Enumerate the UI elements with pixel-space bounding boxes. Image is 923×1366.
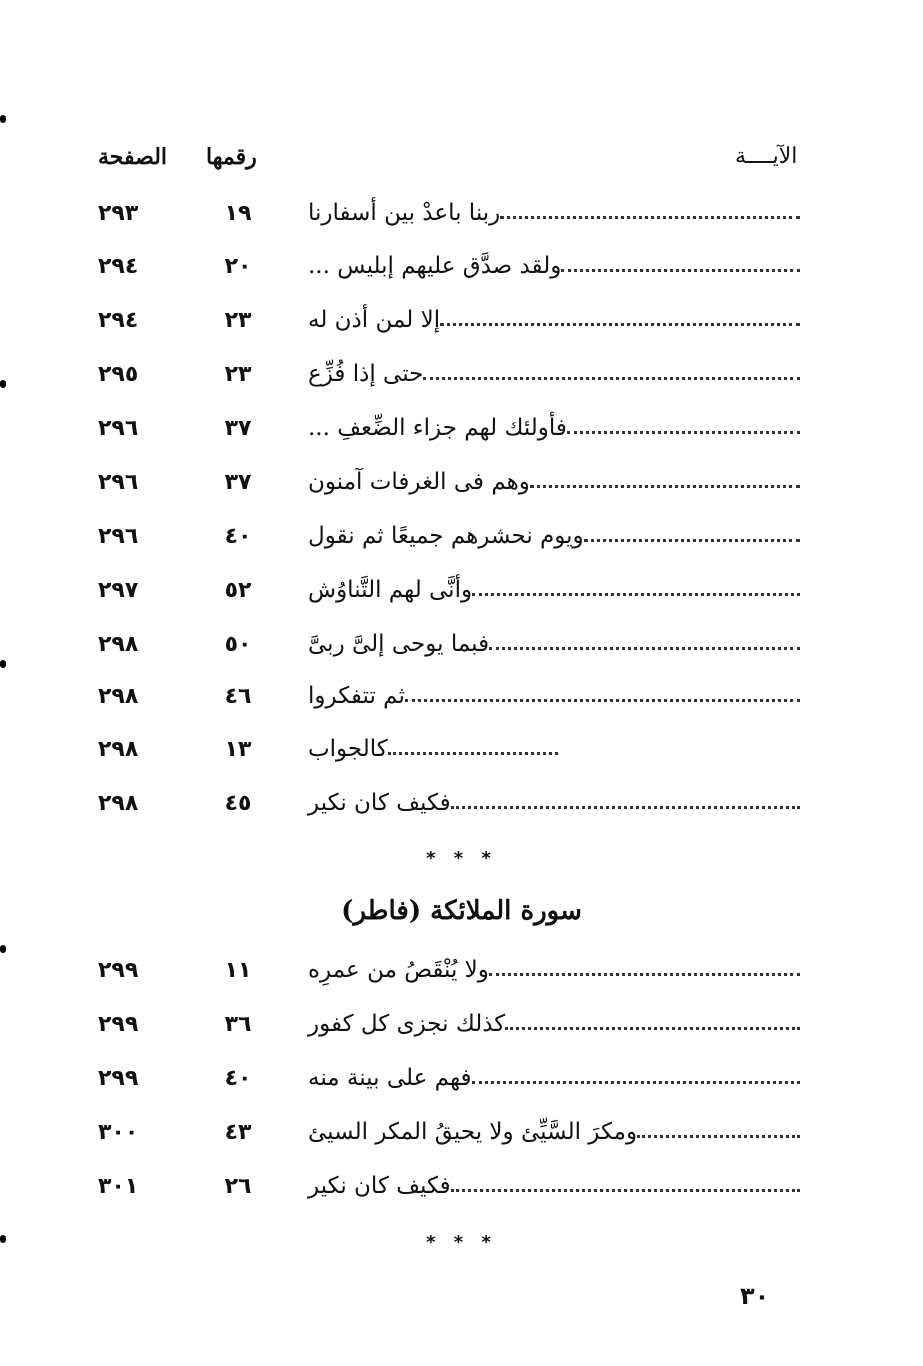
verse-cell (300, 783, 800, 823)
table-row (88, 300, 800, 340)
verse-cell (300, 676, 800, 716)
page-number: ٢٩٤ (98, 253, 139, 279)
verse-column-header: الآيــــة (735, 144, 798, 169)
verse-text: إلا لمن أذن له (308, 307, 441, 333)
table-row (88, 1058, 800, 1098)
page-number: ٢٩٥ (98, 361, 139, 387)
section-separator: * * * (426, 848, 497, 869)
verse-cell (300, 462, 800, 502)
page-number: ٣٠٠ (98, 1119, 139, 1145)
ayah-number: ١٩ (224, 200, 252, 226)
scan-mark (0, 380, 6, 388)
table-row (88, 570, 800, 610)
leader-dots (500, 216, 800, 219)
table-row (88, 1004, 800, 1044)
table-row (88, 354, 800, 394)
leader-dots (472, 593, 800, 596)
verse-text: كذلك نجزى كل كفور (308, 1011, 506, 1037)
table-row (88, 1166, 800, 1206)
verse-cell (300, 624, 800, 664)
page-number-footer: ٣٠ (740, 1282, 770, 1310)
table-row (88, 624, 800, 664)
surah-title: سورة الملائكة (فاطر) (341, 896, 582, 926)
ayah-number: ٣٦ (224, 1011, 252, 1037)
verse-text: وهم فى الغرفات آمنون (308, 469, 530, 495)
leader-dots (637, 1135, 800, 1138)
verse-cell (300, 408, 800, 448)
ayah-number-column-header: رقمها (206, 144, 257, 170)
page-number: ٢٩٨ (98, 683, 139, 709)
page-number: ٢٩٦ (98, 523, 139, 549)
table-row (88, 408, 800, 448)
scan-mark (0, 660, 6, 668)
ayah-number: ٤٥ (224, 790, 252, 816)
leader-dots (561, 269, 800, 272)
leader-dots (530, 485, 800, 488)
verse-cell (300, 1004, 800, 1044)
table-row (88, 462, 800, 502)
ayah-number: ٢٠ (224, 253, 252, 279)
page-number: ٣٠١ (98, 1173, 139, 1199)
verse-text: ولا يُنْقَصُ من عمرِه (308, 957, 489, 983)
page-number: ٢٩٧ (98, 577, 139, 603)
ayah-number: ١١ (224, 957, 252, 983)
page-number: ٢٩٤ (98, 307, 139, 333)
verse-cell (300, 1112, 800, 1152)
leader-dots (489, 647, 800, 650)
verse-text: كالجواب (308, 736, 388, 762)
page-number: ٢٩٦ (98, 415, 139, 441)
verse-cell (300, 1166, 800, 1206)
page-number: ٢٩٣ (98, 200, 139, 226)
verse-cell (300, 729, 800, 769)
page-number: ٢٩٩ (98, 1065, 139, 1091)
verse-cell (300, 300, 800, 340)
verse-text: فأولئك لهم جزاء الضِّعفِ ... (308, 415, 567, 441)
page-number: ٢٩٦ (98, 469, 139, 495)
ayah-number: ٢٣ (224, 307, 252, 333)
scan-mark (0, 115, 6, 123)
leader-dots (505, 1027, 800, 1030)
verse-cell (300, 246, 800, 286)
leader-dots (440, 323, 800, 326)
page-number: ٢٩٨ (98, 631, 139, 657)
page-column-header: الصفحة (98, 144, 168, 170)
verse-cell (300, 950, 800, 990)
ayah-number: ١٣ (224, 736, 252, 762)
leader-dots (423, 377, 800, 380)
table-row (88, 950, 800, 990)
verse-text: وأنَّى لهم التَّناوُش (308, 577, 473, 603)
verse-cell (300, 516, 800, 556)
verse-text: حتى إذا فُزِّع (308, 361, 424, 387)
leader-dots (567, 431, 800, 434)
verse-cell (300, 193, 800, 233)
page-number: ٢٩٩ (98, 1011, 139, 1037)
verse-text: فبما يوحى إلىَّ ربىَّ (308, 631, 490, 657)
table-row (88, 1112, 800, 1152)
verse-text: ومكرَ السَّيِّئ ولا يحيقُ المكر السيئ (308, 1119, 638, 1145)
leader-dots (472, 1081, 800, 1084)
page-number: ٢٩٨ (98, 790, 139, 816)
leader-dots (451, 1189, 800, 1192)
leader-dots (405, 699, 800, 702)
verse-text: ويوم نحشرهم جميعًا ثم نقول (308, 523, 584, 549)
verse-text: فكيف كان نكير (308, 1173, 451, 1199)
table-row (88, 676, 800, 716)
verse-text: فهم على بينة منه (308, 1065, 472, 1091)
ayah-number: ٤٦ (224, 683, 252, 709)
ayah-number: ٤٣ (224, 1119, 252, 1145)
ayah-number: ٢٣ (224, 361, 252, 387)
verse-text: ثم تتفكروا (308, 683, 405, 709)
page-number: ٢٩٨ (98, 736, 139, 762)
table-row (88, 193, 800, 233)
ayah-number: ٥٢ (224, 577, 252, 603)
ayah-number: ٥٠ (224, 631, 252, 657)
verse-text: ولقد صدَّق عليهم إبليس ... (308, 253, 562, 279)
leader-dots (451, 806, 800, 809)
page-number: ٢٩٩ (98, 957, 139, 983)
leader-dots (489, 973, 800, 976)
ayah-number: ٣٧ (224, 415, 252, 441)
verse-cell (300, 354, 800, 394)
ayah-number: ٣٧ (224, 469, 252, 495)
verse-text: ربنا باعدْ بين أسفارنا (308, 200, 501, 226)
verse-cell (300, 1058, 800, 1098)
ayah-number: ٢٦ (224, 1173, 252, 1199)
ayah-number: ٤٠ (224, 523, 252, 549)
leader-dots (388, 752, 558, 755)
table-row (88, 729, 800, 769)
verse-text: فكيف كان نكير (308, 790, 451, 816)
section-separator: * * * (426, 1232, 497, 1253)
verse-cell (300, 570, 800, 610)
ayah-number: ٤٠ (224, 1065, 252, 1091)
scan-mark (0, 945, 6, 953)
leader-dots (584, 539, 800, 542)
table-row (88, 783, 800, 823)
table-row (88, 246, 800, 286)
table-row (88, 516, 800, 556)
